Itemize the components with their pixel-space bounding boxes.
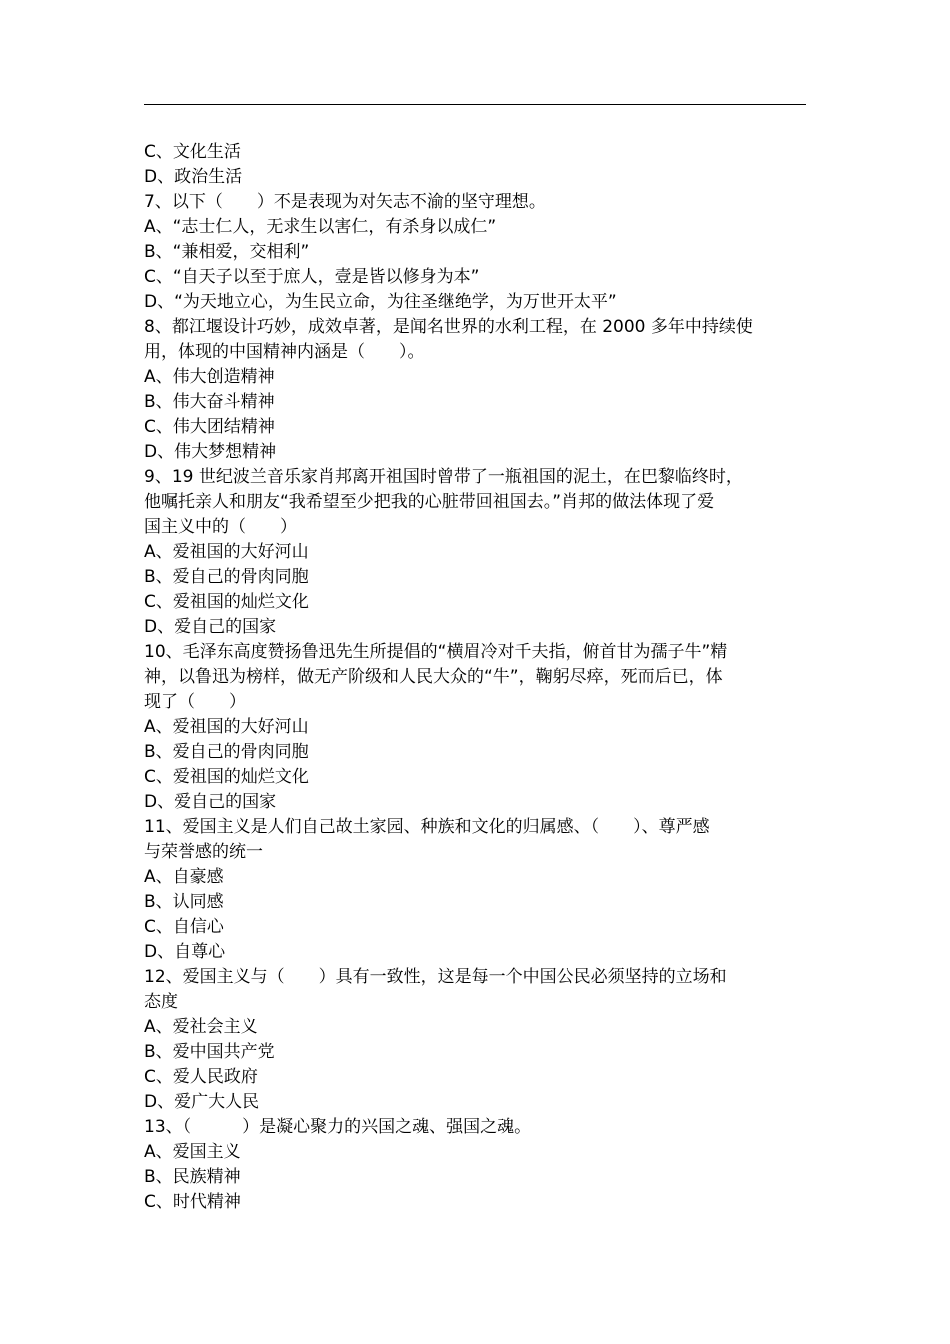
option-a: A、爱社会主义 <box>144 1017 258 1037</box>
option-d: D、伟大梦想精神 <box>144 442 277 462</box>
option-c: C、时代精神 <box>144 1192 241 1212</box>
question-9-cont: 他嘱托亲人和朋友“我希望至少把我的心脏带回祖国去。”肖邦的做法体现了爱 <box>144 492 715 512</box>
option-a: A、自豪感 <box>144 867 224 887</box>
question-7: 7、以下（ ）不是表现为对矢志不渝的坚守理想。 <box>144 192 546 212</box>
question-9: 9、19 世纪波兰音乐家肖邦离开祖国时曾带了一瓶祖国的泥土，在巴黎临终时， <box>144 467 743 487</box>
option-a: A、“志士仁人，无求生以害仁，有杀身以成仁” <box>144 217 497 237</box>
option-b: B、爱自己的骨肉同胞 <box>144 567 309 587</box>
option-c: C、爱人民政府 <box>144 1067 258 1087</box>
option-b: B、民族精神 <box>144 1167 241 1187</box>
option-c: C、爱祖国的灿烂文化 <box>144 767 309 787</box>
header-rule <box>144 104 806 105</box>
option-c: C、爱祖国的灿烂文化 <box>144 592 309 612</box>
option-d: D、自尊心 <box>144 942 226 962</box>
option-c: C、“自天子以至于庶人，壹是皆以修身为本” <box>144 267 480 287</box>
question-13: 13、（ ）是凝心聚力的兴国之魂、强国之魂。 <box>144 1117 532 1137</box>
option-c: C、伟大团结精神 <box>144 417 275 437</box>
option-c: C、自信心 <box>144 917 224 937</box>
question-8: 8、都江堰设计巧妙，成效卓著，是闻名世界的水利工程，在 2000 多年中持续使 <box>144 317 753 337</box>
option-b: B、伟大奋斗精神 <box>144 392 275 412</box>
question-9-cont: 国主义中的（ ） <box>144 517 297 537</box>
option-d: D、“为天地立心，为生民立命，为往圣继绝学，为万世开太平” <box>144 292 617 312</box>
option-a: A、爱祖国的大好河山 <box>144 717 309 737</box>
question-8-cont: 用，体现的中国精神内涵是（ ）。 <box>144 342 425 362</box>
text-line: D、政治生活 <box>144 167 243 187</box>
option-a: A、爱祖国的大好河山 <box>144 542 309 562</box>
option-d: D、爱自己的国家 <box>144 617 277 637</box>
option-b: B、爱中国共产党 <box>144 1042 275 1062</box>
question-12-cont: 态度 <box>144 992 178 1012</box>
option-d: D、爱广大人民 <box>144 1092 260 1112</box>
question-11: 11、爱国主义是人们自己故土家园、种族和文化的归属感、（ ）、尊严感 <box>144 817 710 837</box>
question-11-cont: 与荣誉感的统一 <box>144 842 263 862</box>
option-b: B、“兼相爱，交相利” <box>144 242 310 262</box>
question-12: 12、爱国主义与（ ）具有一致性，这是每一个中国公民必须坚持的立场和 <box>144 967 727 987</box>
option-a: A、爱国主义 <box>144 1142 241 1162</box>
question-10-cont: 现了（ ） <box>144 692 246 712</box>
text-line: C、文化生活 <box>144 142 241 162</box>
option-b: B、爱自己的骨肉同胞 <box>144 742 309 762</box>
option-b: B、认同感 <box>144 892 224 912</box>
option-d: D、爱自己的国家 <box>144 792 277 812</box>
question-10: 10、毛泽东高度赞扬鲁迅先生所提倡的“横眉冷对千夫指，俯首甘为孺子牛”精 <box>144 642 728 662</box>
document-body <box>144 140 806 1215</box>
option-a: A、伟大创造精神 <box>144 367 275 387</box>
question-10-cont: 神，以鲁迅为榜样，做无产阶级和人民大众的“牛”，鞠躬尽瘁，死而后已，体 <box>144 667 723 687</box>
